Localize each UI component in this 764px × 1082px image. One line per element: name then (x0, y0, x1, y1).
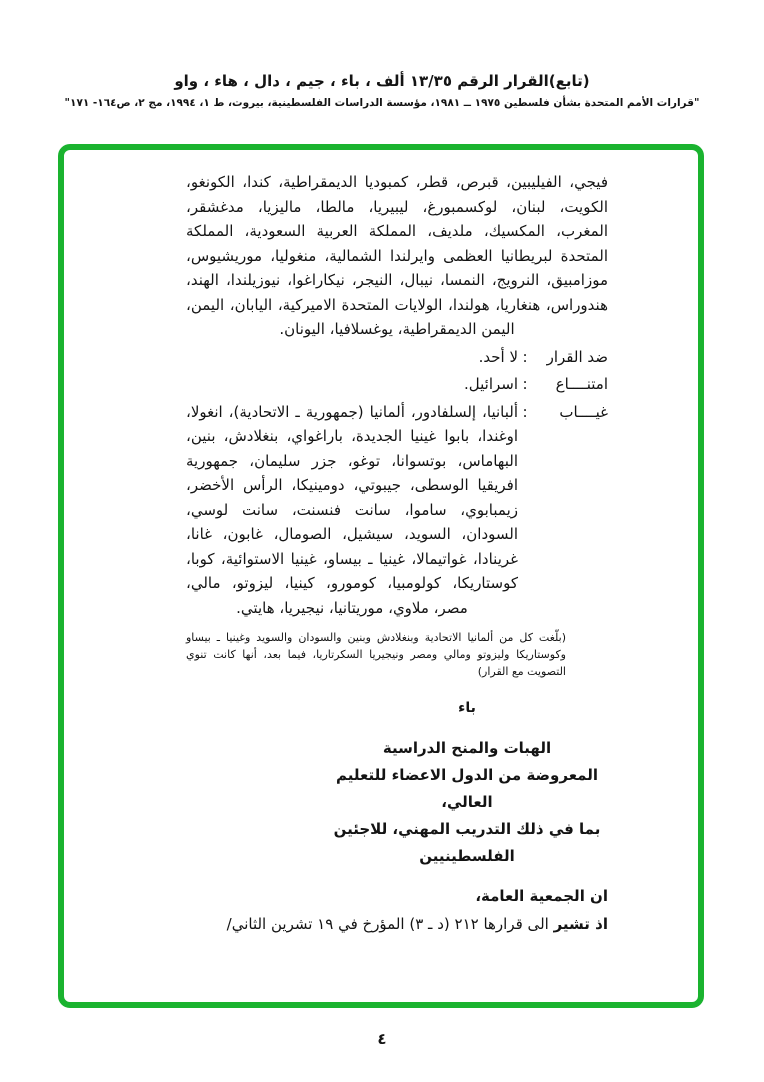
colon-separator: : (522, 402, 528, 421)
section-title-line-2: المعروضة من الدول الاعضاء للتعليم العالي، (336, 765, 598, 811)
section-letter: باء (458, 700, 476, 716)
page-number: ٤ (377, 1030, 387, 1048)
preamble-clause (186, 912, 608, 937)
colon-separator: : (522, 347, 528, 366)
vote-abstain-value: اسرائيل. (463, 375, 518, 393)
vote-absent-value: ألبانيا، إلسلفادور، ألمانيا (جمهورية ـ الاتحادية)، انغولا، اوغندا، بابوا غينيا الجديدة، باراغواي، بنغلادش، بنين، البهاماس، بوتسوانا، توغو، جزر سليمان، جمهورية افريقيا الوسطى، جيبوتي، دومينيكا، الرأس الأخضر، زيمبابوي، ساموا، سانت فنسنت، سانت لوسي، السودان، السويد، سيشيل، الصومال، غابون، غانا، غرينادا، غواتيمالا، غينيا ـ بيساو، غينيا الاستوائية، كوبا، كوستاريكا، كولومبيا، كومورو، كينيا، ليزوتو، مالي، مصر، ملاوي، موريتانيا، نيجيريا، هايتي. (186, 402, 518, 617)
section-title-line-3: بما في ذلك التدريب المهني، للاجئين الفلسطينيين (333, 819, 601, 865)
preamble-clause-rest: الى قرارها ٢١٢ (د ـ ٣) المؤرخ في ١٩ تشرين الثاني/ (226, 915, 554, 933)
section-title (326, 735, 608, 870)
vote-row-against (186, 345, 608, 370)
colon-separator: : (522, 375, 528, 393)
secretariat-note: (بلّغت كل من ألمانيا الاتحادية وبنغلادش وبنين والسودان والسويد وغينيا ـ بيساو وكوستاريكا وليزوتو ومالي ومصر ونيجيريا السكرتاريا، فيما بعد، أنها كانت تنوي التصويت مع القرار) (186, 631, 566, 678)
resolution-body (186, 170, 608, 937)
content-frame-border (58, 144, 704, 1008)
section-heading-block (326, 696, 608, 870)
page-header (0, 72, 764, 109)
section-title-line-1: الهبات والمنح الدراسية (382, 738, 552, 757)
vote-abstain-label: امتنــــاع (555, 375, 608, 393)
source-citation: "قرارات الأمم المتحدة بشأن فلسطين ١٩٧٥ ــ ١٩٨١، مؤسسة الدراسات الفلسطينية، بيروت، ط ١، ١٩٩٤، مج ٢، ص١٦٤- ١٧١" (64, 97, 700, 109)
vote-row-abstain (186, 372, 608, 397)
preamble-clause-lead: اذ تشير (553, 915, 608, 933)
voting-countries-continued: فيجي، الفيليبين، قبرص، قطر، كمبوديا الديمقراطية، كندا، الكونغو، الكويت، لبنان، لوكسمبورغ، ليبيريا، مالطا، ماليزيا، مدغشقر، المغرب، المكسيك، ملديف، المملكة العربية السعودية، المملكة المتحدة لبريطانيا العظمى وايرلندا الشمالية، منغوليا، موريشيوس، موزامبيق، النرويج، النمسا، نيبال، النيجر، نيكاراغوا، نيوزيلندا، الهند، هندوراس، هنغاريا، هولندا، الولايات المتحدة الاميركية، اليابان، اليمن، اليمن الديمقراطية، يوغسلافيا، اليونان. (186, 173, 608, 338)
vote-against-label: ضد القرار (546, 347, 608, 366)
resolution-title: (تابع)القرار الرقم ١٣/٣٥ ألف ، باء ، جيم ، دال ، هاء ، واو (174, 72, 590, 90)
general-assembly-intro: ان الجمعية العامة، (475, 886, 608, 905)
vote-against-value: لا أحد. (478, 347, 518, 366)
vote-row-absent (186, 400, 608, 621)
vote-absent-label: غيــــاب (559, 402, 608, 421)
